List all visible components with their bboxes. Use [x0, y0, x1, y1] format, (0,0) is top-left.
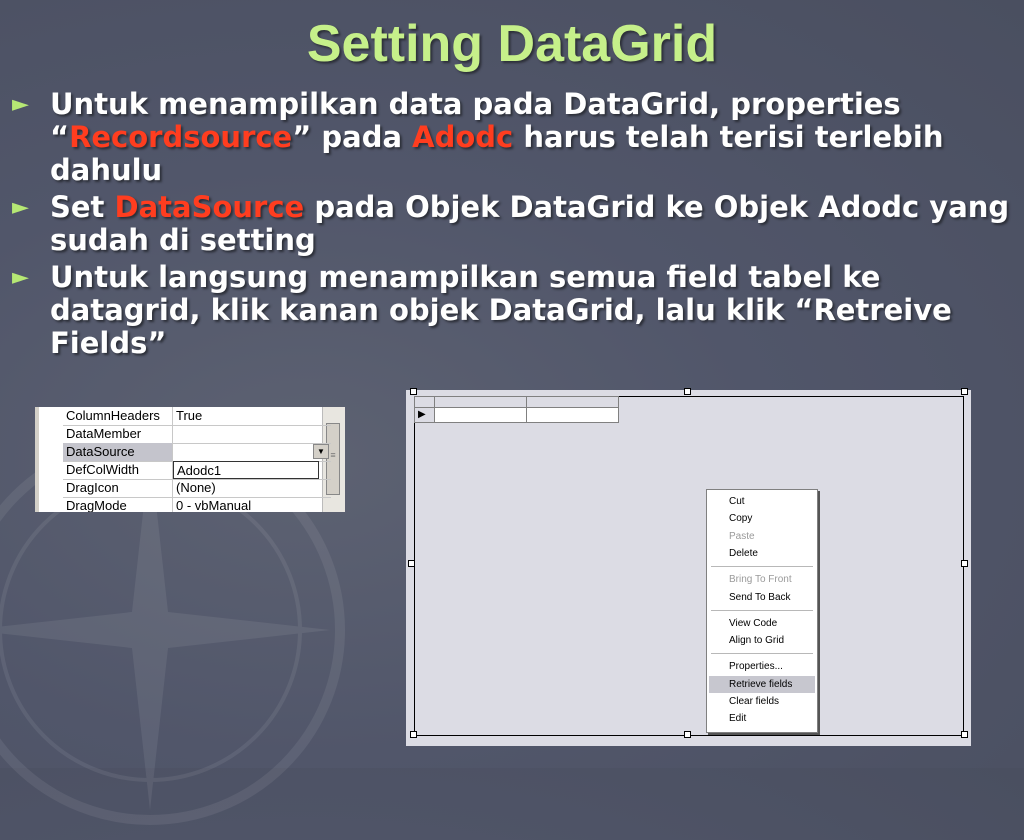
property-row[interactable]: [63, 425, 331, 444]
bullet-text-part: Untuk langsung menampilkan semua field tabel ke datagrid, klik kanan objek DataGrid, lalu klik “Retreive Fields”: [50, 260, 952, 360]
property-value[interactable]: Adodc1: [173, 461, 319, 479]
menu-item-delete[interactable]: Delete: [729, 547, 758, 559]
datagrid-designer[interactable]: [406, 390, 971, 746]
property-name: DefColWidth: [63, 461, 173, 479]
property-name: DataSource: [63, 443, 173, 461]
bullet-text-part: ” pada: [292, 120, 413, 154]
bullet-item: [12, 88, 1012, 187]
bullet-arrow-icon: ►: [12, 195, 29, 220]
property-value[interactable]: [173, 443, 331, 461]
property-row[interactable]: [63, 407, 331, 426]
menu-item-bring-to-front[interactable]: Bring To Front: [729, 574, 792, 586]
property-name: DataMember: [63, 425, 173, 443]
bullet-text-part: pada Objek DataGrid ke Objek Adodc yang sudah di setting: [50, 190, 1010, 257]
bullet-text-part: harus telah terisi terlebih dahulu: [50, 120, 944, 187]
resize-handle-ml[interactable]: [408, 560, 415, 567]
highlight-term: Adodc: [412, 120, 514, 154]
property-row[interactable]: [63, 461, 331, 480]
resize-handle-tr[interactable]: [961, 388, 968, 395]
bullet-text: [50, 261, 1012, 360]
bullet-list: [12, 88, 1012, 364]
bullet-item: [12, 261, 1012, 360]
menu-item-view-code[interactable]: View Code: [729, 617, 778, 629]
context-menu: [706, 489, 818, 733]
dropdown-arrow-icon[interactable]: ▼: [313, 444, 329, 459]
bullet-text-part: Untuk menampilkan data pada DataGrid, properties “: [50, 87, 901, 154]
resize-handle-bm[interactable]: [684, 731, 691, 738]
menu-separator: [711, 610, 813, 611]
properties-window: [35, 407, 345, 512]
menu-item-retrieve-fields[interactable]: Retrieve fields: [709, 676, 815, 693]
property-value[interactable]: [173, 425, 331, 443]
highlight-term: Recordsource: [69, 120, 293, 154]
bullet-text-part: Set: [50, 190, 115, 224]
property-name: ColumnHeaders: [63, 407, 173, 425]
property-name: DragIcon: [63, 479, 173, 497]
slide-title: Setting DataGrid: [306, 15, 718, 73]
menu-separator: [711, 653, 813, 654]
grid-cell-2[interactable]: [526, 407, 619, 423]
menu-item-paste[interactable]: Paste: [729, 530, 755, 542]
resize-handle-tl[interactable]: [410, 388, 417, 395]
menu-item-cut[interactable]: Cut: [729, 496, 745, 507]
bullet-text: [50, 191, 1012, 257]
menu-item-edit[interactable]: Edit: [729, 713, 747, 725]
property-row[interactable]: [63, 497, 331, 512]
grid-row-selector[interactable]: [414, 407, 435, 423]
row-pointer-icon: ▶: [418, 409, 426, 420]
bullet-item: [12, 191, 1012, 257]
property-value[interactable]: (None): [176, 480, 216, 495]
resize-handle-bl[interactable]: [410, 731, 417, 738]
menu-item-align-to-grid[interactable]: Align to Grid: [729, 635, 785, 647]
highlight-term: DataSource: [114, 190, 305, 224]
menu-separator: [711, 566, 813, 567]
menu-item-copy[interactable]: Copy: [729, 513, 753, 525]
property-name: DragMode: [63, 497, 173, 512]
property-row[interactable]: [63, 443, 331, 462]
bullet-arrow-icon: ►: [12, 92, 29, 117]
property-value[interactable]: True: [176, 408, 203, 423]
resize-handle-tm[interactable]: [684, 388, 691, 395]
resize-handle-br[interactable]: [961, 731, 968, 738]
menu-item-send-to-back[interactable]: Send To Back: [729, 591, 791, 603]
datagrid-control[interactable]: [414, 396, 964, 736]
property-value[interactable]: 0 - vbManual: [176, 498, 252, 512]
menu-item-properties[interactable]: Properties...: [729, 661, 783, 673]
scrollbar-thumb[interactable]: ≡: [326, 423, 340, 495]
property-row[interactable]: [63, 479, 331, 498]
menu-item-clear-fields[interactable]: Clear fields: [729, 696, 780, 707]
resize-handle-mr[interactable]: [961, 560, 968, 567]
bullet-arrow-icon: ►: [12, 265, 29, 290]
grid-cell-1[interactable]: [434, 407, 527, 423]
bullet-text: [50, 88, 1012, 187]
